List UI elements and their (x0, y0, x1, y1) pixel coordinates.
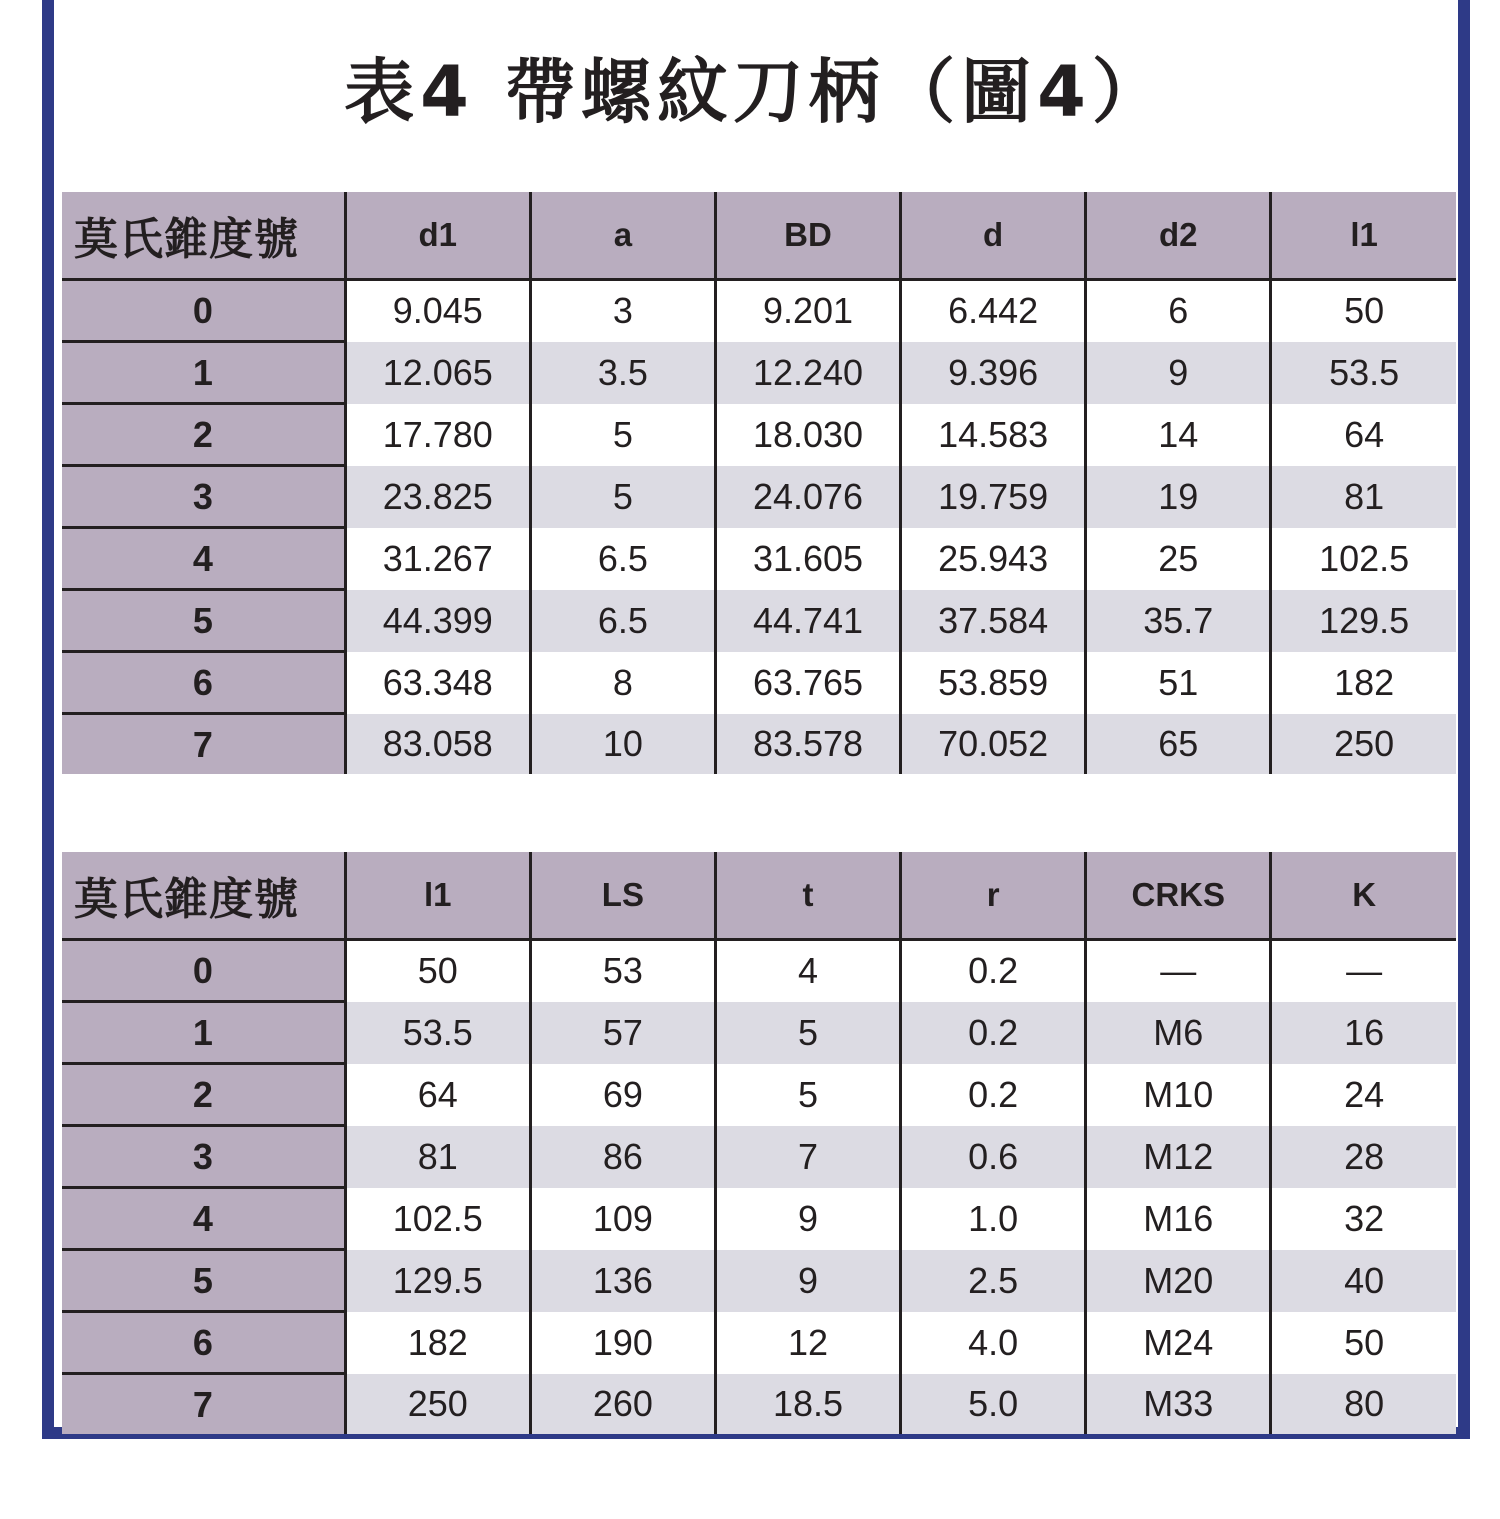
table-cell: 25.943 (901, 528, 1086, 590)
table-cell: — (1271, 940, 1456, 1002)
row-taper-number: 1 (62, 342, 345, 404)
table-cell: 4.0 (901, 1312, 1086, 1374)
row-taper-number: 4 (62, 528, 345, 590)
table-row (62, 652, 1456, 714)
header-k: K (1271, 852, 1456, 940)
table-cell: 51 (1086, 652, 1271, 714)
table-cell: 109 (530, 1188, 715, 1250)
table-cell: 12 (715, 1312, 900, 1374)
table-cell: M16 (1086, 1188, 1271, 1250)
table-cell: 1.0 (901, 1188, 1086, 1250)
table-row (62, 404, 1456, 466)
row-taper-number: 1 (62, 1002, 345, 1064)
table-cell: 83.578 (715, 714, 900, 775)
table-cell: 182 (345, 1312, 530, 1374)
table-cell: 63.765 (715, 652, 900, 714)
table-cell: 136 (530, 1250, 715, 1312)
table-row (62, 1312, 1456, 1374)
row-taper-number: 2 (62, 1064, 345, 1126)
row-taper-number: 3 (62, 1126, 345, 1188)
table-cell: 57 (530, 1002, 715, 1064)
dimensions-table-1 (62, 192, 1456, 774)
row-taper-number: 6 (62, 652, 345, 714)
table-cell: 81 (345, 1126, 530, 1188)
header-morse-taper-number: 莫氏錐度號 (62, 852, 345, 940)
table-cell: M24 (1086, 1312, 1271, 1374)
table-row (62, 1188, 1456, 1250)
table-cell: 69 (530, 1064, 715, 1126)
table-cell: 23.825 (345, 466, 530, 528)
table-cell: 9 (715, 1250, 900, 1312)
table-cell: 10 (530, 714, 715, 775)
table-cell: 53 (530, 940, 715, 1002)
table-cell: 6 (1086, 280, 1271, 342)
table-cell: 0.2 (901, 1064, 1086, 1126)
table-cell: 9.201 (715, 280, 900, 342)
header-a: a (530, 192, 715, 280)
table-cell: 5 (715, 1002, 900, 1064)
row-taper-number: 3 (62, 466, 345, 528)
table-cell: 9.045 (345, 280, 530, 342)
row-taper-number: 6 (62, 1312, 345, 1374)
table-cell: 260 (530, 1374, 715, 1435)
header-l1: l1 (1271, 192, 1456, 280)
table-cell: 64 (1271, 404, 1456, 466)
header-t: t (715, 852, 900, 940)
row-taper-number: 7 (62, 1374, 345, 1435)
table-cell: 44.741 (715, 590, 900, 652)
table-cell: 250 (1271, 714, 1456, 775)
table-cell: 53.5 (345, 1002, 530, 1064)
row-taper-number: 5 (62, 1250, 345, 1312)
table-cell: 53.859 (901, 652, 1086, 714)
table-cell: 64 (345, 1064, 530, 1126)
header-l1: l1 (345, 852, 530, 940)
table-cell: 6.5 (530, 590, 715, 652)
table-cell: 102.5 (345, 1188, 530, 1250)
table-row (62, 528, 1456, 590)
table-cell: 80 (1271, 1374, 1456, 1435)
table-cell: 7 (715, 1126, 900, 1188)
table-row (62, 940, 1456, 1002)
table-cell: 32 (1271, 1188, 1456, 1250)
table-cell: 17.780 (345, 404, 530, 466)
table-cell: 5 (530, 404, 715, 466)
table-cell: 102.5 (1271, 528, 1456, 590)
table-cell: 18.030 (715, 404, 900, 466)
table-cell: 2.5 (901, 1250, 1086, 1312)
table-cell: 4 (715, 940, 900, 1002)
table-cell: 14.583 (901, 404, 1086, 466)
table-cell: 70.052 (901, 714, 1086, 775)
page-title: 表4 帶螺紋刀柄（圖4） (344, 51, 1168, 133)
table-cell: 19.759 (901, 466, 1086, 528)
table-cell: 190 (530, 1312, 715, 1374)
row-taper-number: 0 (62, 940, 345, 1002)
table-cell: 3 (530, 280, 715, 342)
table-cell: 53.5 (1271, 342, 1456, 404)
page-frame (42, 0, 1470, 1439)
table-row (62, 714, 1456, 775)
table-cell: 81 (1271, 466, 1456, 528)
header-bd: BD (715, 192, 900, 280)
table-cell: 9 (1086, 342, 1271, 404)
table-row (62, 466, 1456, 528)
table-cell: 0.2 (901, 940, 1086, 1002)
table-cell: M10 (1086, 1064, 1271, 1126)
table-cell: 35.7 (1086, 590, 1271, 652)
table-cell: 86 (530, 1126, 715, 1188)
row-taper-number: 2 (62, 404, 345, 466)
table-cell: M12 (1086, 1126, 1271, 1188)
table-cell: 24.076 (715, 466, 900, 528)
row-taper-number: 4 (62, 1188, 345, 1250)
table-cell: 129.5 (345, 1250, 530, 1312)
header-d: d (901, 192, 1086, 280)
table-row (62, 1002, 1456, 1064)
table-cell: M6 (1086, 1002, 1271, 1064)
table-cell: M20 (1086, 1250, 1271, 1312)
table-cell: 50 (1271, 1312, 1456, 1374)
table-cell: 182 (1271, 652, 1456, 714)
dimensions-table-2 (62, 852, 1456, 1434)
table-cell: 31.605 (715, 528, 900, 590)
table-cell: 12.065 (345, 342, 530, 404)
table-cell: 3.5 (530, 342, 715, 404)
table-header-row (62, 852, 1456, 940)
table-row (62, 1374, 1456, 1435)
table-cell: 31.267 (345, 528, 530, 590)
table-header-row (62, 192, 1456, 280)
table-cell: 63.348 (345, 652, 530, 714)
table-cell: 250 (345, 1374, 530, 1435)
table-cell: 16 (1271, 1002, 1456, 1064)
table-cell: 9 (715, 1188, 900, 1250)
header-ls: LS (530, 852, 715, 940)
table-row (62, 1126, 1456, 1188)
table-cell: M33 (1086, 1374, 1271, 1435)
table-row (62, 1250, 1456, 1312)
header-d1: d1 (345, 192, 530, 280)
table-cell: 129.5 (1271, 590, 1456, 652)
table-row (62, 590, 1456, 652)
table-cell: 24 (1271, 1064, 1456, 1126)
row-taper-number: 7 (62, 714, 345, 775)
table-cell: 0.2 (901, 1002, 1086, 1064)
row-taper-number: 5 (62, 590, 345, 652)
row-taper-number: 0 (62, 280, 345, 342)
table-cell: 5.0 (901, 1374, 1086, 1435)
header-d2: d2 (1086, 192, 1271, 280)
table-cell: 37.584 (901, 590, 1086, 652)
table-cell: 6.5 (530, 528, 715, 590)
table-cell: 28 (1271, 1126, 1456, 1188)
header-morse-taper-number: 莫氏錐度號 (62, 192, 345, 280)
table-cell: 5 (715, 1064, 900, 1126)
table-cell: 6.442 (901, 280, 1086, 342)
table-cell: 18.5 (715, 1374, 900, 1435)
table-cell: 19 (1086, 466, 1271, 528)
table-cell: 12.240 (715, 342, 900, 404)
table-row (62, 280, 1456, 342)
table-cell: 5 (530, 466, 715, 528)
table-cell: 14 (1086, 404, 1271, 466)
table-cell: 50 (1271, 280, 1456, 342)
table-cell: 9.396 (901, 342, 1086, 404)
table-row (62, 1064, 1456, 1126)
table-row (62, 342, 1456, 404)
table-cell: — (1086, 940, 1271, 1002)
table-cell: 8 (530, 652, 715, 714)
table-cell: 0.6 (901, 1126, 1086, 1188)
table-cell: 83.058 (345, 714, 530, 775)
table-cell: 50 (345, 940, 530, 1002)
table-cell: 40 (1271, 1250, 1456, 1312)
table-cell: 65 (1086, 714, 1271, 775)
table-cell: 25 (1086, 528, 1271, 590)
header-crks: CRKS (1086, 852, 1271, 940)
table-cell: 44.399 (345, 590, 530, 652)
header-r: r (901, 852, 1086, 940)
